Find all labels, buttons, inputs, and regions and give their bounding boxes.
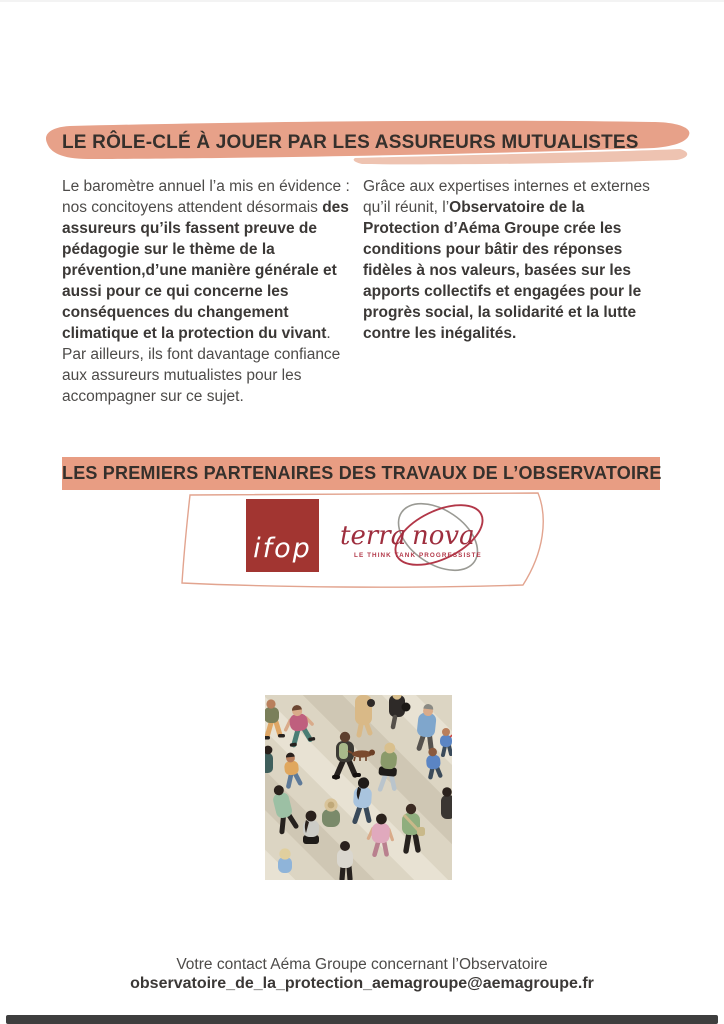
page-top-edge <box>0 0 724 2</box>
terranova-logo-text-terra: terra <box>340 521 407 551</box>
right-text-bold: Observatoire de la Protection d’Aéma Groupe crée les conditions pour bâtir des réponses fidèles à nos valeurs, basées sur les apports collectifs et engagées pour le progrès social, la solidarité et la lutte contre les inégalités. <box>363 199 642 342</box>
page-title: LE RÔLE-CLÉ À JOUER PAR LES ASSUREURS MUTUALISTES <box>62 132 639 153</box>
terranova-logo-text-nova: nova <box>412 521 475 551</box>
right-text-regular-1: Grâce aux expertises internes et externes qu’il réunit, l’ <box>363 178 650 216</box>
intro-paragraph-left <box>62 176 352 407</box>
title-section <box>40 118 692 168</box>
contact-email: observatoire_de_la_protection_aemagroupe@aemagroupe.fr <box>130 975 594 992</box>
contact-block <box>0 956 724 993</box>
partners-banner: LES PREMIERS PARTENAIRES DES TRAVAUX DE L’OBSERVATOIRE <box>62 457 660 490</box>
contact-label: Votre contact Aéma Groupe concernant l’Observatoire <box>176 956 548 973</box>
ifop-logo-text: ifop <box>253 533 312 564</box>
ifop-logo <box>246 499 319 572</box>
terranova-tagline: LE THINK TANK PROGRESSISTE <box>354 552 482 559</box>
page-bottom-bar <box>6 1015 718 1024</box>
left-text-regular-2: . Par ailleurs, ils font davantage confiance aux assureurs mutualistes pour les accompagner sur ce sujet. <box>62 325 341 405</box>
crowd-illustration <box>265 695 452 880</box>
left-text-regular-1: Le baromètre annuel l’a mis en évidence : nos concitoyens attendent désormais <box>62 178 350 216</box>
terranova-logo <box>338 494 493 590</box>
left-text-bold: des assureurs qu’ils fassent preuve de pédagogie sur le thème de la prévention,d’une manière générale et aussi pour ce qui concerne les conséquences du changement climatique et la protection du vivant <box>62 199 349 342</box>
intro-paragraph-right <box>363 176 663 344</box>
